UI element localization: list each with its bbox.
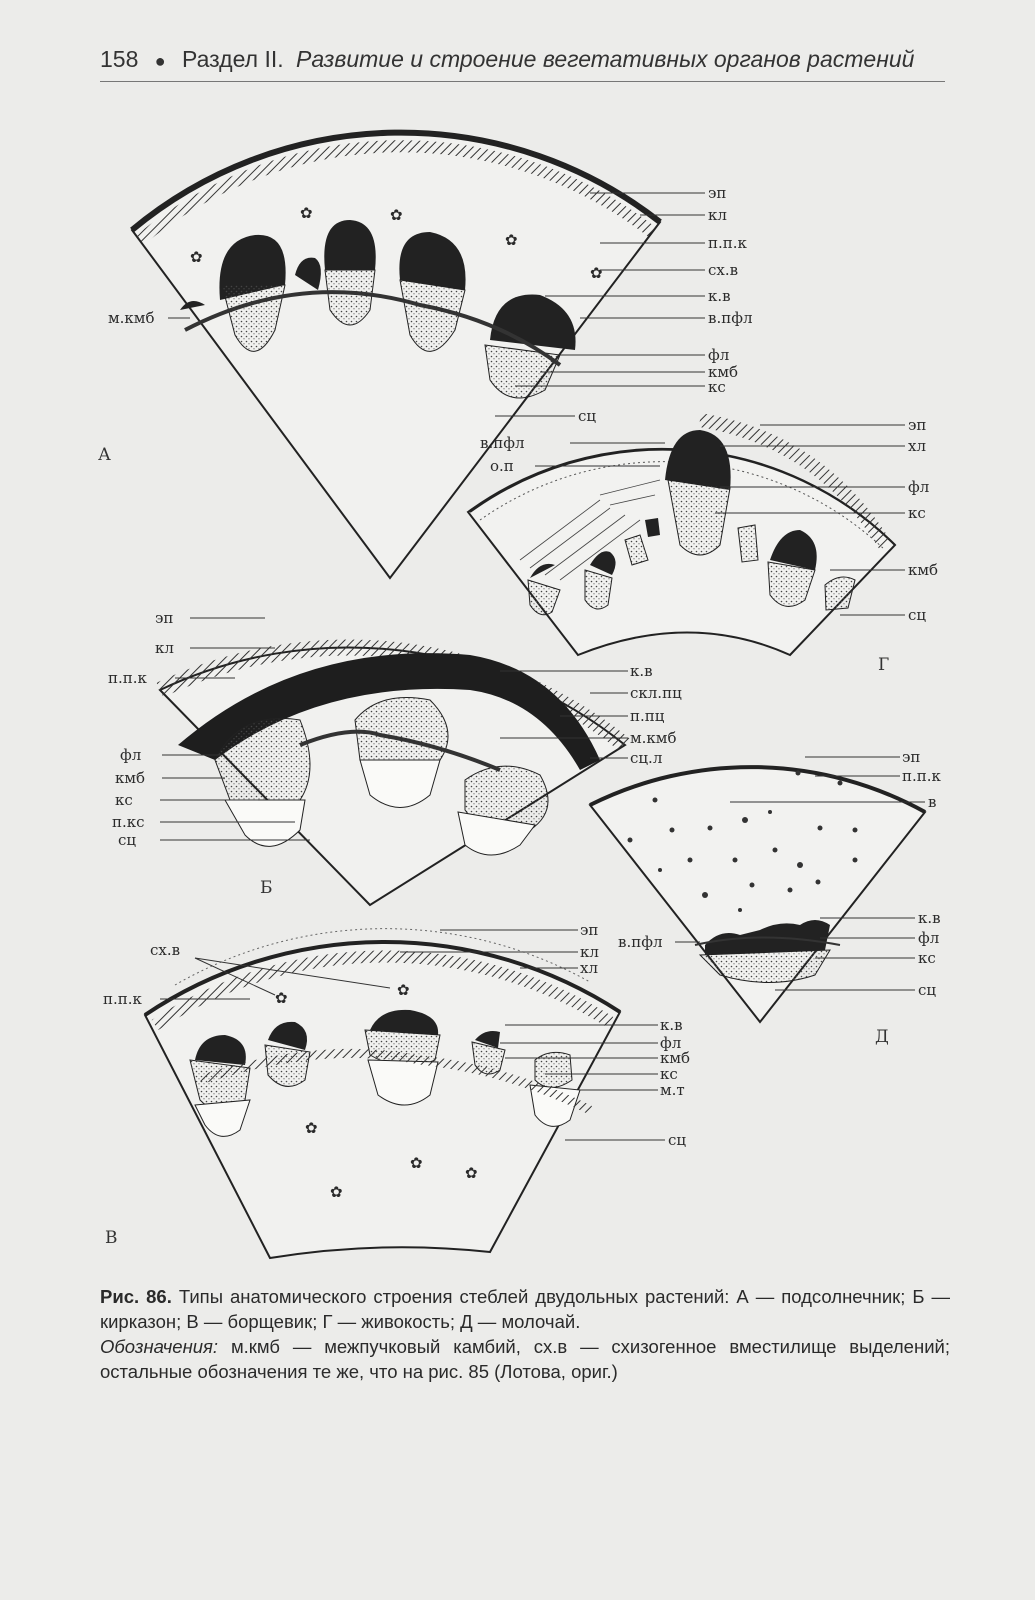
label-ks: кс bbox=[115, 791, 133, 809]
label-fl: фл bbox=[660, 1034, 682, 1052]
label-fl: фл bbox=[708, 346, 730, 364]
label-mkmb: м.кмб bbox=[108, 309, 155, 327]
label-mkmb: м.кмб bbox=[630, 729, 677, 747]
label-kmb: кмб bbox=[115, 769, 146, 787]
label-ppk: п.п.к bbox=[108, 669, 147, 687]
panel-letter-d: Д bbox=[875, 1027, 889, 1047]
label-pks: п.кс bbox=[112, 813, 145, 831]
notes-label: Обозначения: bbox=[100, 1336, 219, 1357]
label-kv: к.в bbox=[630, 662, 653, 680]
schizogenous-mark-icon: ✿ bbox=[410, 1154, 423, 1172]
label-op: о.п bbox=[490, 457, 514, 475]
label-ppk: п.п.к bbox=[902, 767, 941, 785]
label-scl: сц.л bbox=[630, 749, 663, 767]
caption-notes bbox=[100, 1334, 950, 1384]
label-ep: эп bbox=[580, 921, 599, 939]
label-sxv: сх.в bbox=[708, 261, 739, 279]
section-title: Развитие и строение вегетативных органов растений bbox=[296, 46, 915, 72]
label-fl: фл bbox=[908, 478, 930, 496]
label-ep: эп bbox=[908, 416, 927, 434]
panel-letter-b: Б bbox=[260, 878, 273, 898]
label-ppk: п.п.к bbox=[103, 990, 142, 1008]
label-ep: эп bbox=[155, 609, 174, 627]
panel-letter-v: В bbox=[105, 1228, 118, 1248]
schizogenous-mark-icon: ✿ bbox=[305, 1119, 318, 1137]
label-ep: эп bbox=[708, 184, 727, 202]
label-vpfl: в.пфл bbox=[480, 434, 525, 452]
schizogenous-mark-icon: ✿ bbox=[397, 981, 410, 999]
label-ppk: п.п.к bbox=[708, 234, 747, 252]
caption-text: Типы анатомического строения стеблей двудольных растений: А — подсолнечник; Б — кирказон; В — борщевик; Г — живокость; Д — молочай. bbox=[100, 1286, 951, 1332]
label-kv: к.в bbox=[660, 1016, 683, 1034]
label-kmb: кмб bbox=[708, 363, 739, 381]
schizogenous-mark-icon: ✿ bbox=[590, 264, 603, 282]
label-ks: кс bbox=[918, 949, 936, 967]
label-ks: кс bbox=[908, 504, 926, 522]
bullet: ● bbox=[154, 51, 166, 71]
label-sc: сц bbox=[578, 407, 597, 425]
label-sklpc: скл.пц bbox=[630, 684, 682, 702]
label-kv: к.в bbox=[708, 287, 731, 305]
section-label: Раздел II. bbox=[182, 46, 284, 72]
label-vpfl: в.пфл bbox=[708, 309, 753, 327]
panel-b bbox=[108, 609, 682, 905]
label-ep: эп bbox=[902, 748, 921, 766]
label-kl: кл bbox=[155, 639, 174, 657]
label-ks: кс bbox=[708, 378, 726, 396]
notes-text: м.кмб — межпучковый камбий, сх.в — схизогенное вместилище выделений; остальные обозначения те же, что на рис. 85 (Лотова, ориг.) bbox=[100, 1336, 950, 1382]
label-fl: фл bbox=[120, 746, 142, 764]
panel-letter-g: Г bbox=[878, 655, 890, 675]
figure-caption bbox=[100, 1284, 950, 1384]
panel-d bbox=[590, 748, 942, 1047]
panel-g bbox=[468, 416, 938, 675]
label-sc: сц bbox=[118, 831, 137, 849]
label-sc: сц bbox=[908, 606, 927, 624]
label-xl: хл bbox=[580, 959, 598, 977]
label-ks: кс bbox=[660, 1065, 678, 1083]
label-kl: кл bbox=[708, 206, 727, 224]
schizogenous-mark-icon: ✿ bbox=[505, 231, 518, 249]
label-kmb: кмб bbox=[908, 561, 939, 579]
label-sc: сц bbox=[668, 1131, 687, 1149]
schizogenous-mark-icon: ✿ bbox=[300, 204, 313, 222]
label-kmb: кмб bbox=[660, 1049, 691, 1067]
label-kl: кл bbox=[580, 943, 599, 961]
schizogenous-mark-icon: ✿ bbox=[390, 206, 403, 224]
label-vpfl: в.пфл bbox=[618, 933, 663, 951]
label-sc: сц bbox=[918, 981, 937, 999]
schizogenous-mark-icon: ✿ bbox=[330, 1183, 343, 1201]
figure-number: Рис. 86. bbox=[100, 1286, 172, 1307]
schizogenous-mark-icon: ✿ bbox=[275, 989, 288, 1007]
label-ppc: п.пц bbox=[630, 707, 665, 725]
panel-v bbox=[103, 921, 690, 1258]
label-mt: м.т bbox=[660, 1081, 685, 1099]
panel-letter-a: А bbox=[98, 445, 111, 465]
schizogenous-mark-icon: ✿ bbox=[190, 248, 203, 266]
label-xl: хл bbox=[908, 437, 926, 455]
label-v: в bbox=[928, 793, 937, 811]
label-kv: к.в bbox=[918, 909, 941, 927]
page-number: 158 bbox=[100, 46, 139, 72]
label-fl: фл bbox=[918, 929, 940, 947]
caption-main bbox=[100, 1286, 950, 1332]
schizogenous-mark-icon: ✿ bbox=[465, 1164, 478, 1182]
label-sxv: сх.в bbox=[150, 941, 181, 959]
